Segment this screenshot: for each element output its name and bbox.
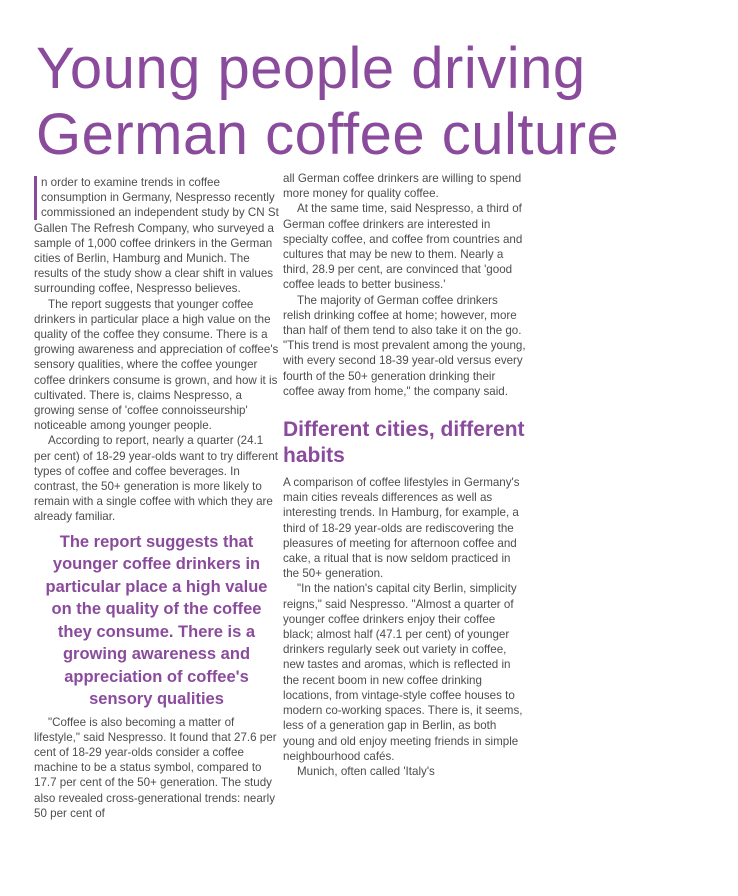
left-column [34, 175, 279, 821]
body-paragraph: A comparison of coffee lifestyles in Germany's main cities reveals differences as well as interesting trends. In Hamburg, for example, a third of 18-29 year-olds are rediscovering the pleasures of meeting for afternoon coffee and cake, a ritual that is now seldom practiced in the 50+ generation. [283, 476, 520, 581]
body-paragraph: The report suggests that younger coffee drinkers in particular place a high value on the quality of the coffee they consume. There is a growing awareness and appreciation of coffee's sensory qualities, where the coffee younger coffee drinkers consume is grown, and how it is cultivated. There is, claims Nespresso, a growing sense of 'coffee connoisseurship' noticeable among younger people. [34, 297, 279, 433]
pull-quote: The report suggests that younger coffee drinkers in particular place a high value on the quality of the coffee they consume. There is a growing awareness and appreciation of coffee's sensory qualities [45, 532, 268, 709]
body-paragraph: Munich, often called 'Italy's [297, 764, 435, 778]
headline-line-2: German coffee culture [36, 102, 620, 167]
body-paragraph: all German coffee drinkers are willing to spend more money for quality coffee. [283, 172, 522, 201]
headline [36, 36, 736, 168]
body-paragraph: "In the nation's capital city Berlin, simplicity reigns," said Nespresso. "Almost a quarter of younger coffee drinkers enjoy their coffee black; almost half (47.1 per cent) of younger drinkers regularly seek out variety in coffee, new tastes and aromas, which is reflected in the recent boom in new coffee drinking locations, from vintage-style coffee houses to modern co-working spaces. There is, it seems, less of a generation gap in Berlin, as both young and old enjoy meeting friends in simple neighbourhood cafés. [283, 582, 523, 763]
paragraph-text: n order to examine trends in coffee consumption in Germany, Nespresso recently commissioned an independent study by CN St Gallen The Refresh Company, who surveyed a sample of 1,000 coffee drinkers in the German cities of Berlin, Hamburg and Munich. The results of the study show a clear shift in values surrounding coffee, Nespresso believes. [34, 176, 279, 296]
body-paragraph [34, 175, 279, 297]
headline-line-1: Young people driving [36, 36, 586, 101]
right-column [283, 171, 528, 779]
body-paragraph: The majority of German coffee drinkers relish drinking coffee at home; however, more than half of them tend to also take it on the go. "This trend is most prevalent among the young, with every second 18-39 year-old versus every fourth of the 50+ generation drinking their coffee away from home," the company said. [283, 293, 526, 398]
section-subheading: Different cities, different habits [283, 418, 525, 468]
body-paragraph: At the same time, said Nespresso, a third of German coffee drinkers are interested in specialty coffee, and coffee from countries and cultures that may be new to them. Nearly a third, 28.9 per cent, are convinced that 'good coffee leads to better business.' [283, 202, 523, 292]
body-paragraph: "Coffee is also becoming a matter of lifestyle," said Nespresso. It found that 27.6 per cent of 18-29 year-olds consider a coffee machine to be a status symbol, compared to 17.7 per cent of the 50+ generation. The study also revealed cross-generational trends: nearly 50 per cent of [34, 715, 277, 820]
drop-cap-bar [34, 176, 37, 220]
body-paragraph: According to report, nearly a quarter (24.1 per cent) of 18-29 year-olds want to try different types of coffee and coffee beverages. In contrast, the 50+ generation is more likely to remain with a single coffee with which they are already familiar. [34, 434, 279, 524]
